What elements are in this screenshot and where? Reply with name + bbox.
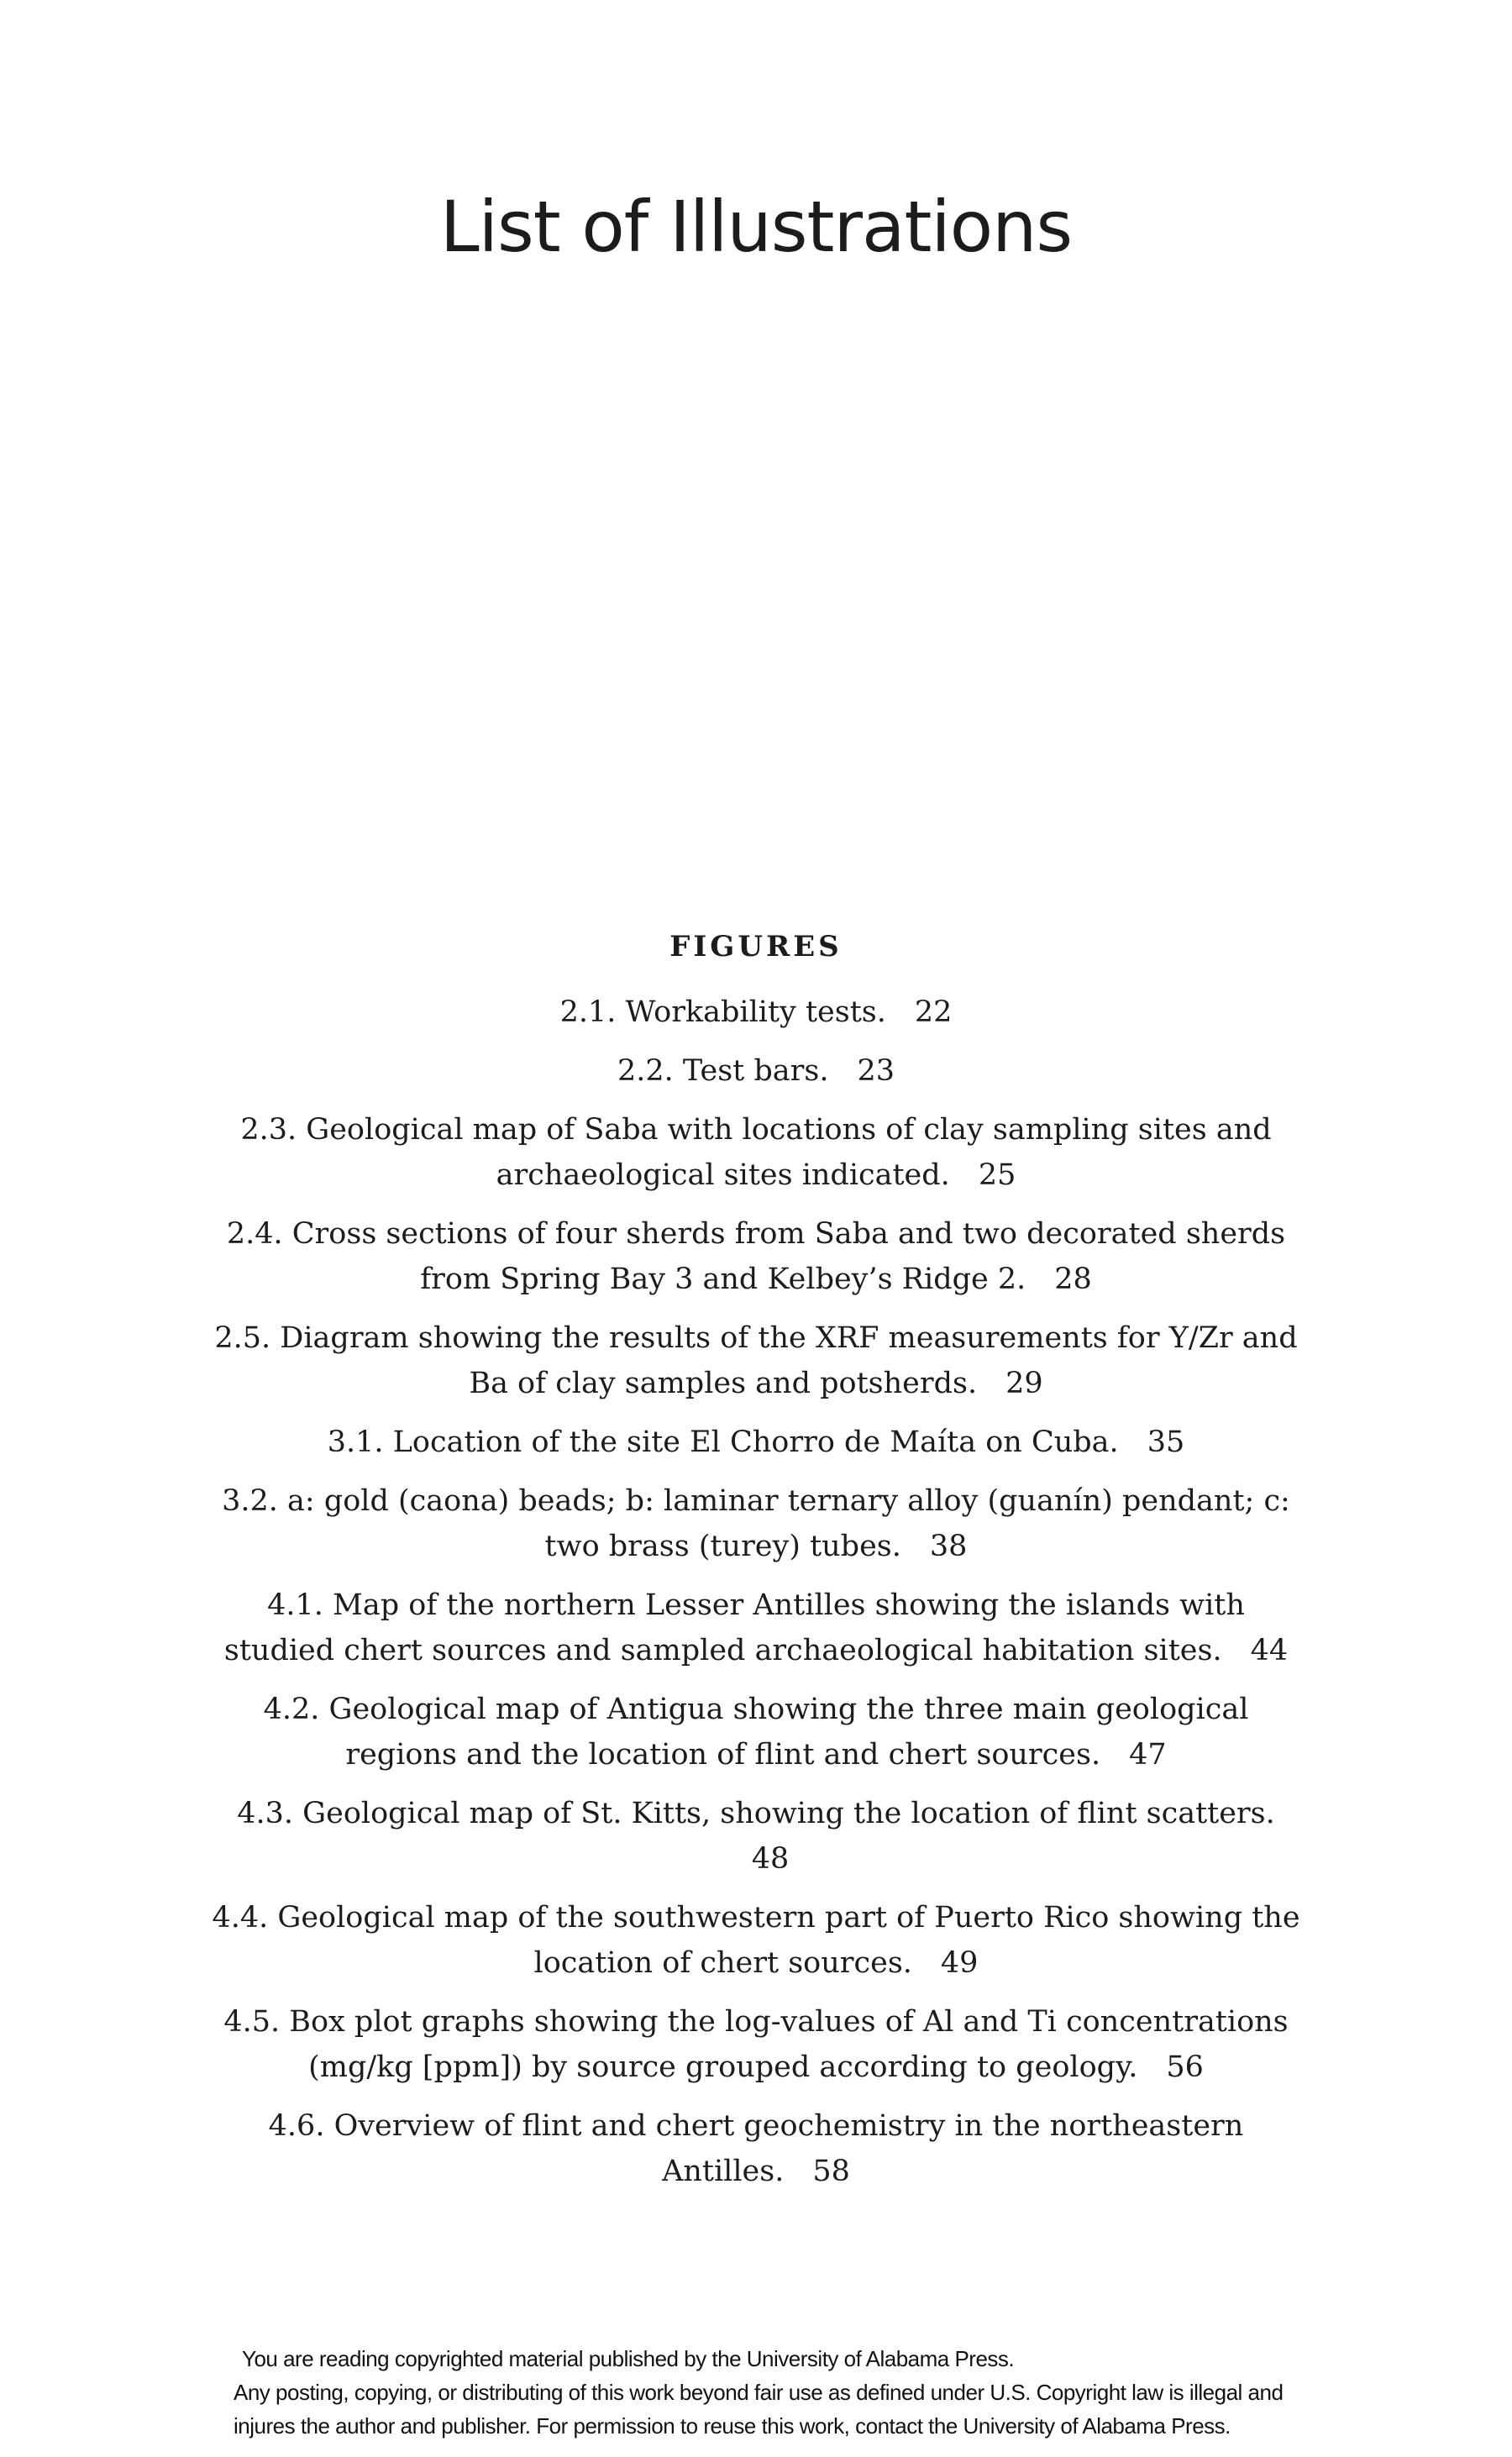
figure-page-number: 23 bbox=[857, 1054, 895, 1088]
figure-page-number: 56 bbox=[1166, 2050, 1204, 2084]
figure-page-number: 49 bbox=[940, 1946, 979, 1980]
figure-entry bbox=[210, 1999, 1302, 2090]
figure-caption: 2.1. Workability tests. bbox=[559, 995, 886, 1029]
figure-entry bbox=[210, 1791, 1302, 1882]
copyright-notice-line: You are reading copyrighted material published by the University of Alabama Press. bbox=[242, 2346, 1015, 2371]
figure-caption: 2.3. Geological map of Saba with locations of clay sampling sites and archaeological sites indicated. bbox=[240, 1113, 1272, 1192]
figure-page-number: 44 bbox=[1250, 1634, 1289, 1667]
copyright-notice-line: injures the author and publisher. For permission to reuse this work, contact the University of Alabama Press. bbox=[234, 2413, 1231, 2439]
figure-caption: 3.2. a: gold (caona) beads; b: laminar ternary alloy (guanín) pendant; c: two brass (turey) tubes. bbox=[222, 1484, 1290, 1563]
figure-page-number: 29 bbox=[1005, 1367, 1043, 1400]
copyright-notice-line: Any posting, copying, or distributing of this work beyond fair use as defined under U.S. Copyright law is illegal and bbox=[234, 2380, 1284, 2405]
figure-entry bbox=[210, 1107, 1302, 1198]
figure-page-number: 38 bbox=[929, 1530, 968, 1563]
figure-entry bbox=[210, 1583, 1302, 1673]
figure-page-number: 22 bbox=[914, 995, 953, 1029]
figure-page-number: 48 bbox=[751, 1842, 790, 1876]
figure-entry bbox=[210, 1315, 1302, 1406]
figure-page-number: 28 bbox=[1054, 1263, 1092, 1296]
figure-caption: 2.5. Diagram showing the results of the XRF measurements for Y/Zr and Ba of clay samples and potsherds. bbox=[214, 1321, 1298, 1400]
figure-page-number: 25 bbox=[978, 1158, 1016, 1192]
figure-entry bbox=[210, 1478, 1302, 1569]
figure-entry bbox=[210, 1895, 1302, 1986]
figure-page-number: 47 bbox=[1129, 1738, 1167, 1772]
figure-entry bbox=[210, 990, 1302, 1035]
figure-caption: 4.1. Map of the northern Lesser Antilles showing the islands with studied chert sources and sampled archaeological habitation sites. bbox=[223, 1588, 1245, 1667]
copyright-notice bbox=[234, 2342, 1326, 2443]
figure-entry bbox=[210, 1048, 1302, 1094]
figure-entry bbox=[210, 1420, 1302, 1465]
figure-caption: 2.4. Cross sections of four sherds from Saba and two decorated sherds from Spring Bay 3 and Kelbey’s Ridge 2. bbox=[226, 1217, 1286, 1296]
figure-page-number: 58 bbox=[812, 2155, 850, 2188]
figures-heading: FIGURES bbox=[669, 930, 843, 963]
figure-entry bbox=[210, 2103, 1302, 2194]
figure-caption: 4.6. Overview of flint and chert geochemistry in the northeastern Antilles. bbox=[268, 2109, 1244, 2188]
page-title: List of Illustrations bbox=[439, 186, 1073, 268]
figure-caption: 3.1. Location of the site El Chorro de Maíta on Cuba. bbox=[327, 1425, 1119, 1459]
figure-list bbox=[210, 990, 1302, 2208]
figure-page-number: 35 bbox=[1147, 1425, 1185, 1459]
figure-entry bbox=[210, 1211, 1302, 1302]
figure-caption: 2.2. Test bars. bbox=[617, 1054, 829, 1088]
figure-caption: 4.5. Box plot graphs showing the log-values of Al and Ti concentrations (mg/kg [ppm]) by source grouped according to geology. bbox=[223, 2005, 1289, 2084]
figure-caption: 4.2. Geological map of Antigua showing the three main geological regions and the location of flint and chert sources. bbox=[263, 1693, 1249, 1772]
figure-entry bbox=[210, 1687, 1302, 1777]
figure-caption: 4.3. Geological map of St. Kitts, showing the location of flint scatters. bbox=[237, 1797, 1275, 1830]
figure-caption: 4.4. Geological map of the southwestern part of Puerto Rico showing the location of chert sources. bbox=[212, 1901, 1300, 1980]
